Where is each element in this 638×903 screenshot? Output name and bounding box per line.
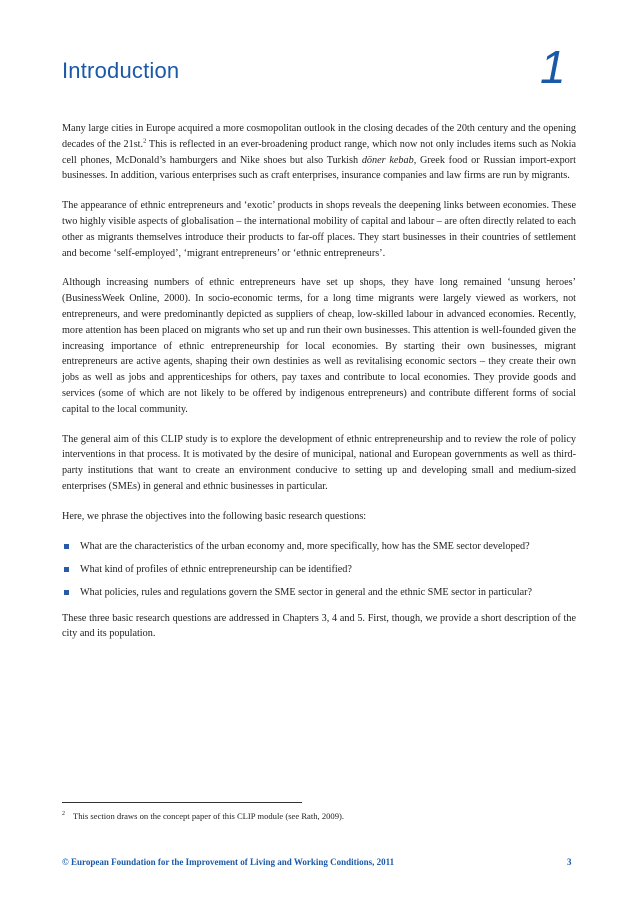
paragraph-1-part2: This is reflected in an ever-broadening product range, which now not only includes items such as Nokia cell phones, McDonald’s hamburgers and Nike shoes but also Turkish bbox=[62, 138, 577, 166]
paragraph-2: The appearance of ethnic entrepreneurs and ‘exotic’ products in shops reveals the deepening links between economies. These two highly visible aspects of globalisation – the international mobility of capital and labour – are often directly related to each other as migrants themselves introduce their products to far-off places. They start businesses in their countries of settlement and become ‘self-employed’, ‘migrant entrepreneurs’ or ‘ethnic entrepreneurs’. bbox=[62, 200, 576, 259]
page-number: 3 bbox=[567, 857, 572, 867]
footnote-number: 2 bbox=[62, 811, 65, 817]
paragraph-3: Although increasing numbers of ethnic entrepreneurs have set up shops, they have long remained ‘unsung heroes’ (BusinessWeek Online, 2000). In socio-economic terms, for a long time migrants were largely viewed as workers, not entrepreneurs, and were predominantly depicted as suppliers of cheap, low-skilled labour in advanced economies. Recently, more attention has been placed on migrants who set up and run their own businesses. This attention is well-founded given the increasing importance of ethnic entrepreneurship for local economies. By starting their own businesses, migrant entrepreneurs are active agents, shaping their own destinies as well as revitalising economic sectors – they create their own jobs as well as jobs and apprenticeships for others, pay taxes and contribute to local economies. They provide goods and services (some of which are not likely to be offered by indigenous entrepreneurs) and contribute different forms of social capital to the local community. bbox=[62, 277, 576, 415]
list-item-text: What are the characteristics of the urban economy and, more specifically, how has the SME sector developed? bbox=[80, 540, 530, 552]
paragraph-1 bbox=[62, 121, 576, 184]
paragraph-4: The general aim of this CLIP study is to explore the development of ethnic entrepreneurship and to review the role of policy interventions in that process. It is motivated by the desire of municipal, national and European governments as well as third-party institutions that want to create an environment conducive to setting up and developing small and medium-sized enterprises (SMEs) in general and ethnic businesses in particular. bbox=[62, 433, 576, 492]
list-item bbox=[62, 562, 576, 577]
paragraph-6: These three basic research questions are addressed in Chapters 3, 4 and 5. First, though, we provide a short description of the city and its population. bbox=[62, 612, 576, 640]
chapter-number: 1 bbox=[540, 41, 566, 93]
footnote bbox=[62, 808, 344, 822]
square-bullet-icon bbox=[64, 567, 69, 572]
footnote-text: This section draws on the concept paper of this CLIP module (see Rath, 2009). bbox=[73, 810, 345, 821]
square-bullet-icon bbox=[64, 544, 69, 549]
research-questions-list bbox=[62, 539, 576, 600]
list-item-text: What kind of profiles of ethnic entrepreneurship can be identified? bbox=[80, 563, 352, 575]
paragraph-5: Here, we phrase the objectives into the following basic research questions: bbox=[62, 510, 367, 522]
page-title: Introduction bbox=[62, 58, 180, 83]
footnote-divider bbox=[62, 802, 302, 803]
paragraph-1-part3: , Greek food or Russian import-export businesses. In addition, various enterprises such as craft enterprises, insurance companies and law firms are run by migrants. bbox=[62, 154, 576, 182]
main-content bbox=[62, 121, 576, 656]
list-item bbox=[62, 539, 576, 554]
list-item-text: What policies, rules and regulations govern the SME sector in general and the ethnic SME sector in particular? bbox=[80, 586, 533, 598]
square-bullet-icon bbox=[64, 590, 69, 595]
list-item bbox=[62, 585, 576, 600]
footer-copyright: © European Foundation for the Improvement of Living and Working Conditions, 2011 bbox=[62, 857, 395, 867]
paragraph-1-part1: Many large cities in Europe acquired a more cosmopolitan outlook in the closing decades of the 20th century and the opening decades of the 21st. bbox=[62, 123, 576, 150]
paragraph-1-italic: döner kebab bbox=[361, 154, 414, 166]
footnote-ref[interactable]: 2 bbox=[143, 137, 147, 145]
